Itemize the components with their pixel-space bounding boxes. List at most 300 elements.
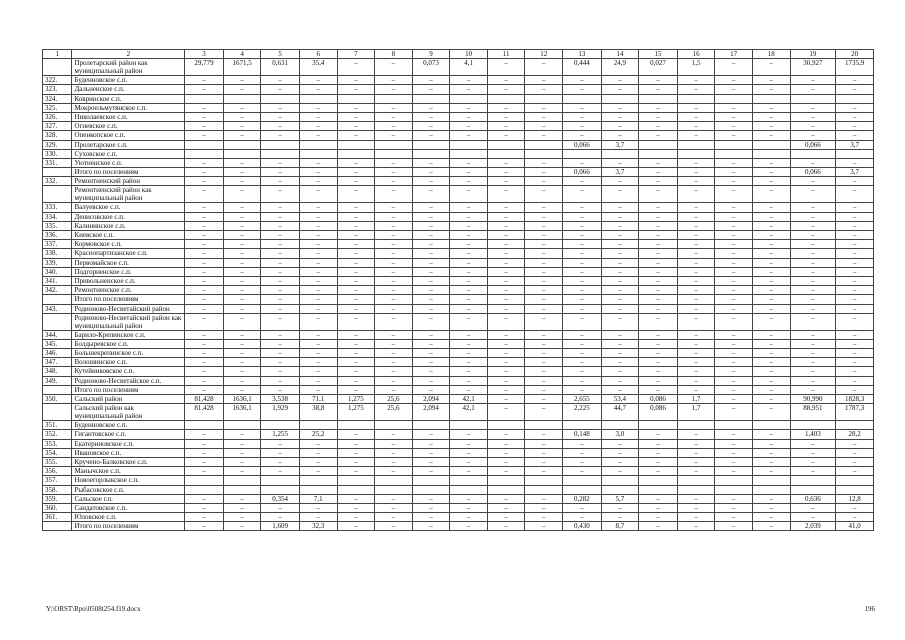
row-name: Сальский район как муниципальный район — [72, 404, 185, 421]
value-cell: – — [639, 513, 678, 522]
value-cell: – — [752, 112, 790, 121]
table-row — [43, 494, 874, 503]
value-cell — [601, 421, 639, 430]
value-cell: – — [487, 349, 525, 358]
value-cell: – — [487, 276, 525, 285]
value-cell: – — [450, 240, 488, 249]
value-cell: – — [337, 203, 375, 212]
value-cell: – — [790, 439, 836, 448]
value-cell: – — [450, 457, 488, 466]
value-cell: – — [715, 85, 753, 94]
value-cell: – — [677, 221, 715, 230]
value-cell — [601, 476, 639, 485]
value-cell: – — [450, 448, 488, 457]
value-cell: – — [715, 385, 753, 394]
value-cell: – — [790, 448, 836, 457]
value-cell: – — [677, 231, 715, 240]
value-cell — [185, 149, 224, 158]
value-cell: – — [412, 112, 450, 121]
value-cell: – — [412, 503, 450, 512]
value-cell: – — [185, 267, 224, 276]
value-cell: – — [185, 522, 224, 531]
value-cell: 81,428 — [185, 404, 224, 421]
value-cell: – — [412, 131, 450, 140]
value-cell: – — [185, 376, 224, 385]
value-cell: – — [639, 430, 678, 439]
value-cell — [639, 421, 678, 430]
value-cell: – — [450, 330, 488, 339]
value-cell: – — [790, 212, 836, 221]
value-cell: – — [337, 267, 375, 276]
value-cell: – — [836, 513, 874, 522]
value-cell: – — [601, 313, 639, 330]
value-cell: – — [525, 494, 563, 503]
value-cell: – — [677, 76, 715, 85]
value-cell: – — [836, 258, 874, 267]
value-cell: – — [639, 367, 678, 376]
row-name: Огневское с.п. — [72, 122, 185, 131]
value-cell: – — [299, 295, 337, 304]
table-row — [43, 513, 874, 522]
value-cell: – — [185, 76, 224, 85]
value-cell: – — [601, 122, 639, 131]
value-cell: – — [525, 395, 563, 404]
value-cell: – — [563, 295, 602, 304]
value-cell: – — [677, 494, 715, 503]
value-cell — [639, 94, 678, 103]
value-cell: – — [487, 221, 525, 230]
value-cell: – — [337, 467, 375, 476]
value-cell: – — [601, 286, 639, 295]
value-cell: – — [185, 212, 224, 221]
value-cell: – — [715, 376, 753, 385]
value-cell: – — [185, 430, 224, 439]
value-cell: – — [790, 457, 836, 466]
value-cell: – — [450, 467, 488, 476]
value-cell: – — [375, 503, 413, 512]
value-cell: – — [836, 76, 874, 85]
value-cell: – — [487, 131, 525, 140]
value-cell: – — [299, 513, 337, 522]
value-cell — [715, 140, 753, 149]
value-cell: – — [299, 304, 337, 313]
value-cell: – — [752, 240, 790, 249]
value-cell: – — [299, 385, 337, 394]
value-cell — [487, 421, 525, 430]
value-cell: 1,609 — [261, 522, 300, 531]
value-cell: 0,066 — [790, 168, 836, 177]
value-cell: – — [223, 349, 261, 358]
table-row — [43, 59, 874, 76]
value-cell: 1,275 — [337, 395, 375, 404]
value-cell: 1636,1 — [223, 395, 261, 404]
value-cell: – — [337, 349, 375, 358]
value-cell: – — [375, 158, 413, 167]
value-cell: – — [299, 249, 337, 258]
value-cell: – — [836, 330, 874, 339]
value-cell: – — [752, 467, 790, 476]
value-cell: – — [677, 276, 715, 285]
value-cell: – — [836, 358, 874, 367]
value-cell — [836, 476, 874, 485]
value-cell: – — [752, 85, 790, 94]
value-cell: – — [185, 467, 224, 476]
value-cell: 4,1 — [450, 59, 488, 76]
value-cell: – — [375, 513, 413, 522]
row-name: Пролетарское с.п. — [72, 140, 185, 149]
value-cell: – — [639, 457, 678, 466]
value-cell: – — [487, 186, 525, 203]
value-cell: – — [261, 349, 300, 358]
value-cell: – — [450, 376, 488, 385]
value-cell: – — [677, 186, 715, 203]
value-cell: – — [337, 276, 375, 285]
value-cell: – — [639, 122, 678, 131]
value-cell: – — [601, 467, 639, 476]
value-cell: – — [563, 304, 602, 313]
value-cell: – — [525, 349, 563, 358]
value-cell: – — [223, 522, 261, 531]
value-cell: – — [450, 258, 488, 267]
value-cell: – — [525, 276, 563, 285]
value-cell: 3,7 — [601, 168, 639, 177]
row-name: Ивановское с.п. — [72, 448, 185, 457]
value-cell: – — [790, 330, 836, 339]
value-cell: – — [185, 513, 224, 522]
row-name: Болдыревское с.п. — [72, 339, 185, 348]
row-number: 329. — [43, 140, 72, 149]
value-cell: 28,2 — [836, 430, 874, 439]
value-cell: – — [715, 439, 753, 448]
row-name: Ковринское с.п. — [72, 94, 185, 103]
value-cell: – — [752, 304, 790, 313]
value-cell: 1,255 — [261, 430, 300, 439]
value-cell: – — [836, 212, 874, 221]
value-cell — [185, 485, 224, 494]
value-cell: – — [299, 349, 337, 358]
value-cell: – — [752, 367, 790, 376]
table-row — [43, 286, 874, 295]
row-name: Итого по поселениям — [72, 522, 185, 531]
row-name: Большекрепинское с.п. — [72, 349, 185, 358]
value-cell: – — [677, 286, 715, 295]
value-cell: 71,1 — [299, 395, 337, 404]
value-cell: – — [185, 457, 224, 466]
value-cell: – — [223, 430, 261, 439]
value-cell: – — [836, 240, 874, 249]
table-row — [43, 313, 874, 330]
value-cell: – — [337, 494, 375, 503]
value-cell: – — [677, 430, 715, 439]
value-cell — [836, 94, 874, 103]
row-number: 342. — [43, 286, 72, 295]
value-cell: – — [223, 457, 261, 466]
value-cell: – — [412, 85, 450, 94]
value-cell: – — [412, 276, 450, 285]
value-cell: – — [790, 304, 836, 313]
value-cell: – — [563, 112, 602, 121]
value-cell: – — [337, 448, 375, 457]
value-cell: – — [639, 131, 678, 140]
value-cell — [639, 485, 678, 494]
value-cell — [450, 140, 488, 149]
value-cell: – — [639, 85, 678, 94]
value-cell: – — [487, 103, 525, 112]
table-row — [43, 421, 874, 430]
value-cell: – — [715, 212, 753, 221]
value-cell: 0,444 — [563, 59, 602, 76]
value-cell — [375, 140, 413, 149]
value-cell: – — [185, 503, 224, 512]
value-cell: – — [223, 267, 261, 276]
value-cell — [375, 149, 413, 158]
value-cell: – — [677, 457, 715, 466]
value-cell: – — [223, 448, 261, 457]
value-cell: – — [836, 177, 874, 186]
value-cell: – — [412, 494, 450, 503]
value-cell: – — [375, 212, 413, 221]
row-name: Итого по поселениям — [72, 295, 185, 304]
value-cell: – — [185, 112, 224, 121]
value-cell: – — [677, 295, 715, 304]
value-cell: – — [299, 358, 337, 367]
value-cell — [715, 421, 753, 430]
value-cell: 1828,3 — [836, 395, 874, 404]
value-cell: – — [299, 503, 337, 512]
value-cell: – — [223, 503, 261, 512]
value-cell: – — [487, 59, 525, 76]
column-number-header: 7 — [337, 50, 375, 59]
value-cell: – — [601, 231, 639, 240]
value-cell: – — [185, 258, 224, 267]
value-cell: – — [337, 258, 375, 267]
value-cell: – — [223, 158, 261, 167]
footer-page-number: 196 — [864, 605, 875, 613]
value-cell: – — [375, 112, 413, 121]
value-cell: – — [185, 276, 224, 285]
value-cell: – — [412, 439, 450, 448]
value-cell: – — [639, 522, 678, 531]
value-cell: – — [337, 457, 375, 466]
value-cell — [299, 476, 337, 485]
value-cell: – — [836, 313, 874, 330]
value-cell: – — [337, 439, 375, 448]
value-cell: – — [790, 276, 836, 285]
value-cell: – — [185, 168, 224, 177]
value-cell: – — [412, 313, 450, 330]
value-cell: – — [299, 103, 337, 112]
row-number — [43, 404, 72, 421]
value-cell: – — [752, 158, 790, 167]
value-cell: – — [261, 131, 300, 140]
value-cell — [677, 476, 715, 485]
value-cell: – — [412, 186, 450, 203]
value-cell: – — [450, 103, 488, 112]
value-cell: – — [261, 168, 300, 177]
value-cell: – — [299, 439, 337, 448]
value-cell: – — [450, 177, 488, 186]
value-cell: – — [715, 349, 753, 358]
value-cell: – — [836, 367, 874, 376]
value-cell: – — [223, 276, 261, 285]
value-cell: – — [375, 376, 413, 385]
value-cell: – — [450, 503, 488, 512]
value-cell: – — [677, 439, 715, 448]
value-cell: – — [836, 376, 874, 385]
value-cell: – — [639, 503, 678, 512]
value-cell: – — [261, 513, 300, 522]
value-cell: – — [261, 439, 300, 448]
value-cell: – — [790, 313, 836, 330]
value-cell: – — [563, 457, 602, 466]
value-cell: – — [836, 231, 874, 240]
value-cell: – — [487, 404, 525, 421]
row-name: Кручено-Балковское с.п. — [72, 457, 185, 466]
value-cell: – — [790, 286, 836, 295]
value-cell: – — [563, 448, 602, 457]
table-row — [43, 439, 874, 448]
value-cell: – — [223, 304, 261, 313]
value-cell: – — [375, 439, 413, 448]
value-cell — [790, 94, 836, 103]
value-cell: – — [299, 177, 337, 186]
value-cell: 2,225 — [563, 404, 602, 421]
value-cell: – — [601, 330, 639, 339]
value-cell: – — [223, 103, 261, 112]
value-cell: 29,779 — [185, 59, 224, 76]
value-cell: – — [337, 295, 375, 304]
value-cell: – — [450, 304, 488, 313]
value-cell: 30,927 — [790, 59, 836, 76]
value-cell: – — [790, 103, 836, 112]
value-cell: – — [412, 258, 450, 267]
row-number: 333. — [43, 203, 72, 212]
value-cell: – — [375, 177, 413, 186]
value-cell: – — [299, 339, 337, 348]
column-number-header: 12 — [525, 50, 563, 59]
value-cell — [601, 94, 639, 103]
row-name: Сальское г.п. — [72, 494, 185, 503]
value-cell: – — [185, 295, 224, 304]
value-cell: – — [752, 513, 790, 522]
value-cell: – — [677, 267, 715, 276]
value-cell: – — [790, 85, 836, 94]
value-cell — [223, 485, 261, 494]
value-cell: – — [299, 122, 337, 131]
value-cell: – — [375, 258, 413, 267]
value-cell: – — [563, 286, 602, 295]
table-row — [43, 231, 874, 240]
row-name: Кутейниковское с.п. — [72, 367, 185, 376]
value-cell: – — [563, 439, 602, 448]
value-cell: – — [525, 158, 563, 167]
value-cell — [601, 485, 639, 494]
value-cell: – — [715, 330, 753, 339]
value-cell: – — [337, 286, 375, 295]
value-cell — [836, 149, 874, 158]
value-cell: – — [375, 385, 413, 394]
row-number: 326. — [43, 112, 72, 121]
value-cell — [412, 94, 450, 103]
value-cell: – — [487, 503, 525, 512]
value-cell: – — [639, 448, 678, 457]
value-cell: – — [261, 158, 300, 167]
value-cell: – — [261, 249, 300, 258]
value-cell — [836, 421, 874, 430]
value-cell: – — [677, 367, 715, 376]
value-cell: – — [715, 358, 753, 367]
value-cell: – — [836, 339, 874, 348]
value-cell: – — [601, 76, 639, 85]
row-number: 332. — [43, 177, 72, 186]
value-cell — [185, 421, 224, 430]
value-cell: 41,0 — [836, 522, 874, 531]
row-name: Опенкопское с.п. — [72, 131, 185, 140]
value-cell — [223, 421, 261, 430]
row-number: 356. — [43, 467, 72, 476]
value-cell: – — [752, 457, 790, 466]
value-cell: – — [836, 276, 874, 285]
value-cell: – — [677, 158, 715, 167]
value-cell: – — [223, 358, 261, 367]
row-name: Привольненское с.п. — [72, 276, 185, 285]
value-cell: – — [412, 168, 450, 177]
value-cell: – — [412, 385, 450, 394]
value-cell: – — [487, 367, 525, 376]
value-cell: – — [525, 295, 563, 304]
value-cell: – — [487, 439, 525, 448]
value-cell: – — [412, 330, 450, 339]
row-name: Мокроельмутянское с.п. — [72, 103, 185, 112]
value-cell: – — [563, 212, 602, 221]
row-number: 358. — [43, 485, 72, 494]
value-cell: – — [525, 103, 563, 112]
value-cell: – — [412, 522, 450, 531]
value-cell: – — [223, 231, 261, 240]
value-cell: – — [185, 131, 224, 140]
value-cell: – — [525, 258, 563, 267]
value-cell: – — [299, 76, 337, 85]
value-cell: – — [450, 349, 488, 358]
table-row — [43, 304, 874, 313]
value-cell: – — [836, 385, 874, 394]
value-cell: – — [525, 367, 563, 376]
value-cell: – — [375, 467, 413, 476]
value-cell — [450, 476, 488, 485]
value-cell — [563, 149, 602, 158]
value-cell — [677, 149, 715, 158]
value-cell: – — [677, 212, 715, 221]
value-cell: – — [790, 367, 836, 376]
column-number-header: 17 — [715, 50, 753, 59]
value-cell: – — [715, 304, 753, 313]
row-number: 334. — [43, 212, 72, 221]
value-cell: – — [185, 358, 224, 367]
value-cell: – — [639, 103, 678, 112]
value-cell: – — [601, 221, 639, 230]
value-cell: – — [261, 240, 300, 249]
value-cell — [261, 485, 300, 494]
row-name: Пролетарский район как муниципальный район — [72, 59, 185, 76]
value-cell: – — [836, 103, 874, 112]
value-cell: – — [677, 85, 715, 94]
value-cell: – — [261, 122, 300, 131]
value-cell — [412, 140, 450, 149]
row-number: 354. — [43, 448, 72, 457]
value-cell: – — [790, 295, 836, 304]
value-cell: – — [601, 439, 639, 448]
value-cell: 25,6 — [375, 395, 413, 404]
